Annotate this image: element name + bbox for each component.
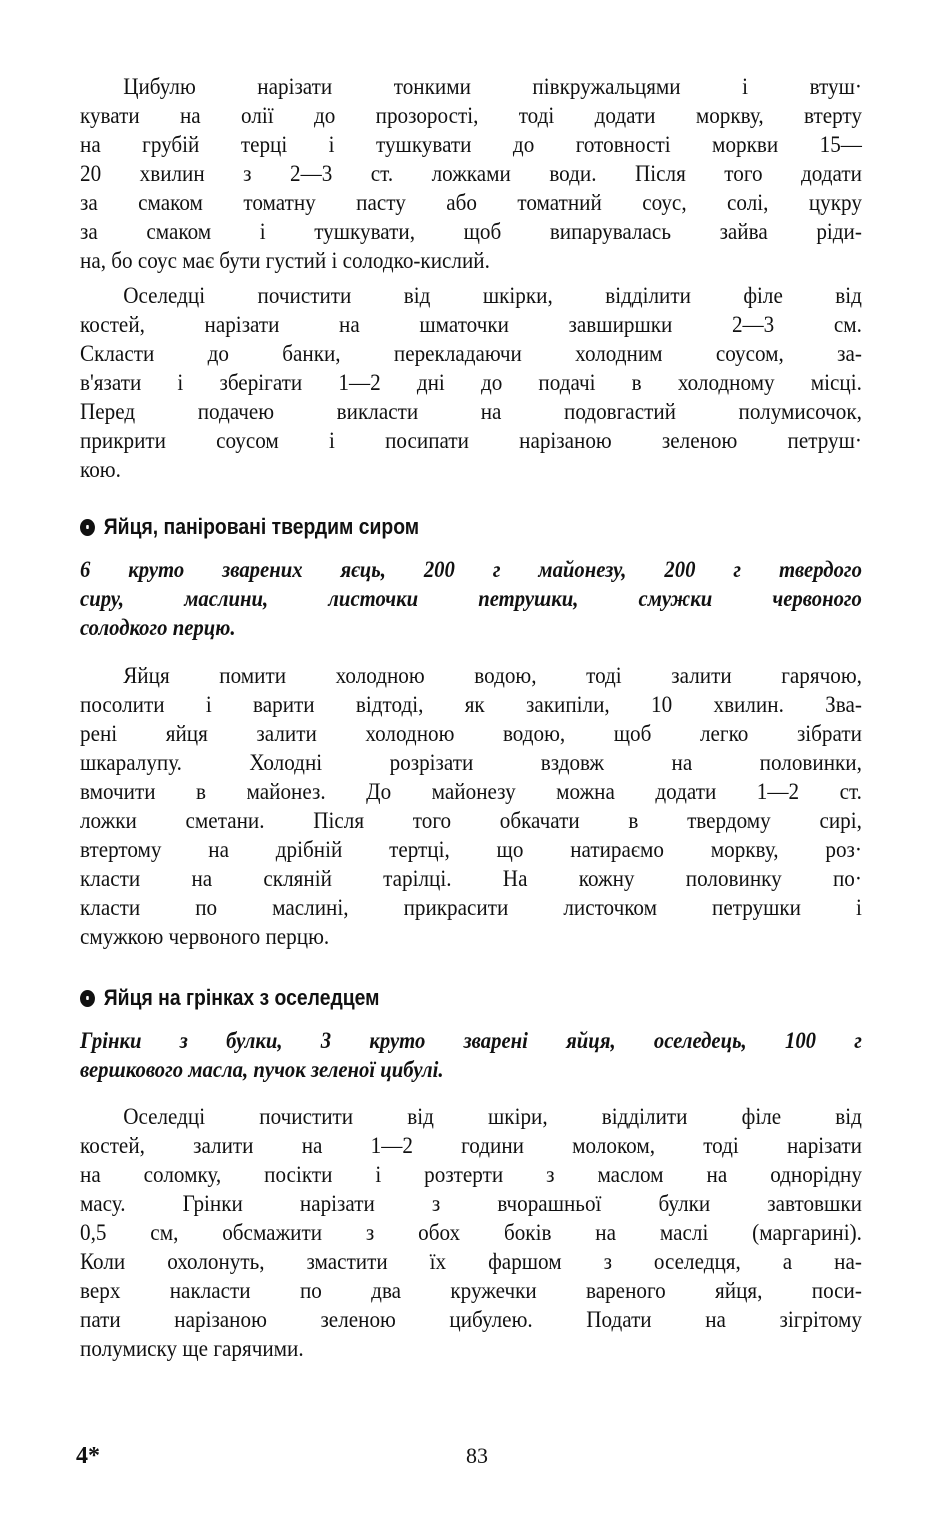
text-line: Оселедці почистити від шкіри, відділити філе від: [123, 1104, 862, 1130]
ingredient-line: 6 круто зварених яєць, 200 г майонезу, 200 г твердого: [80, 557, 862, 582]
recipe-heading-eggs-toast-herring: [80, 983, 380, 1013]
text-line: Перед подачею викласти на подовгастий полумисочок,: [80, 399, 862, 425]
bullet-icon: [80, 990, 95, 1007]
text-line: верх накласти по два кружечки вареного яйця, поси-: [80, 1278, 862, 1304]
bullet-icon: [80, 519, 95, 536]
text-line: за смаком і тушкувати, щоб випарувалась зайва ріди-: [80, 219, 862, 245]
recipe-title: Яйця на грінках з оселедцем: [103, 985, 380, 1010]
ingredient-line: вершкового масла, пучок зеленої цибулі.: [80, 1057, 444, 1082]
recipe-method-eggs-cheese: [80, 662, 862, 952]
ingredient-line: солодкого перцю.: [80, 615, 236, 640]
text-line: на соломку, посікти і розтерти з маслом на однорідну: [80, 1162, 862, 1188]
text-line: костей, нарізати на шматочки завширшки 2—3 см.: [80, 312, 862, 338]
text-line: Скласти до банки, перекладаючи холодним соусом, за-: [80, 341, 862, 367]
text-line: костей, залити на 1—2 години молоком, тоді нарізати: [80, 1133, 862, 1159]
recipe-ingredients-eggs-cheese: [80, 555, 862, 642]
text-line: рені яйця залити холодною водою, щоб легко зібрати: [80, 721, 862, 747]
text-line: на, бо соус має бути густий і солодко-кислий.: [80, 248, 490, 274]
recipe-method-eggs-toast-herring: [80, 1103, 862, 1364]
recipe-heading-eggs-cheese: [80, 512, 419, 542]
paragraph-onion-sauce: [80, 73, 862, 276]
text-line: 0,5 см, обсмажити з обох боків на маслі (маргарині).: [80, 1220, 862, 1246]
text-line: класти на скляній тарілці. На кожну половинку по·: [80, 866, 862, 892]
text-line: кувати на олії до прозорості, тоді додати моркву, втерту: [80, 103, 862, 129]
text-line: 20 хвилин з 2—3 ст. ложками води. Після того додати: [80, 161, 862, 187]
text-line: прикрити соусом і посипати нарізаною зеленою петруш·: [80, 428, 862, 454]
text-line: Коли охолонуть, змастити їх фаршом з оселедця, а на-: [80, 1249, 862, 1275]
text-line: в'язати і зберігати 1—2 дні до подачі в холодному місці.: [80, 370, 862, 396]
text-line: на грубій терці і тушкувати до готовності моркви 15—: [80, 132, 862, 158]
text-line: пати нарізаною зеленою цибулею. Подати на зігрітому: [80, 1307, 862, 1333]
page-number: 83: [466, 1443, 488, 1468]
text-line: класти по маслині, прикрасити листочком петрушки і: [80, 895, 862, 921]
text-line: Цибулю нарізати тонкими півкружальцями і втуш·: [123, 74, 862, 100]
text-line: за смаком томатну пасту або томатний соус, солі, цукру: [80, 190, 862, 216]
text-line: смужкою червоного перцю.: [80, 924, 330, 950]
text-line: Яйця помити холодною водою, тоді залити гарячою,: [123, 663, 862, 689]
signature-mark: 4*: [76, 1443, 100, 1469]
text-line: ложки сметани. Після того обкачати в твердому сирі,: [80, 808, 862, 834]
paragraph-herring-prep: [80, 282, 862, 485]
text-line: шкаралупу. Холодні розрізати вздовж на половинки,: [80, 750, 862, 776]
ingredient-line: сиру, маслини, листочки петрушки, смужки червоного: [80, 586, 862, 611]
text-line: полумиску ще гарячими.: [80, 1336, 304, 1362]
text-line: втертому на дрібній тертці, що натираємо моркву, роз·: [80, 837, 862, 863]
recipe-title: Яйця, паніровані твердим сиром: [103, 514, 420, 539]
text-line: вмочити в майонез. До майонезу можна додати 1—2 ст.: [80, 779, 862, 805]
text-line: масу. Грінки нарізати з вчорашньої булки завтовшки: [80, 1191, 862, 1217]
text-line: кою.: [80, 457, 121, 483]
ingredient-line: Грінки з булки, 3 круто зварені яйця, оселедець, 100 г: [80, 1028, 862, 1053]
recipe-ingredients-eggs-toast-herring: [80, 1026, 862, 1084]
text-line: посолити і варити відтоді, як закипіли, 10 хвилин. Зва-: [80, 692, 862, 718]
text-line: Оселедці почистити від шкірки, відділити філе від: [123, 283, 862, 309]
